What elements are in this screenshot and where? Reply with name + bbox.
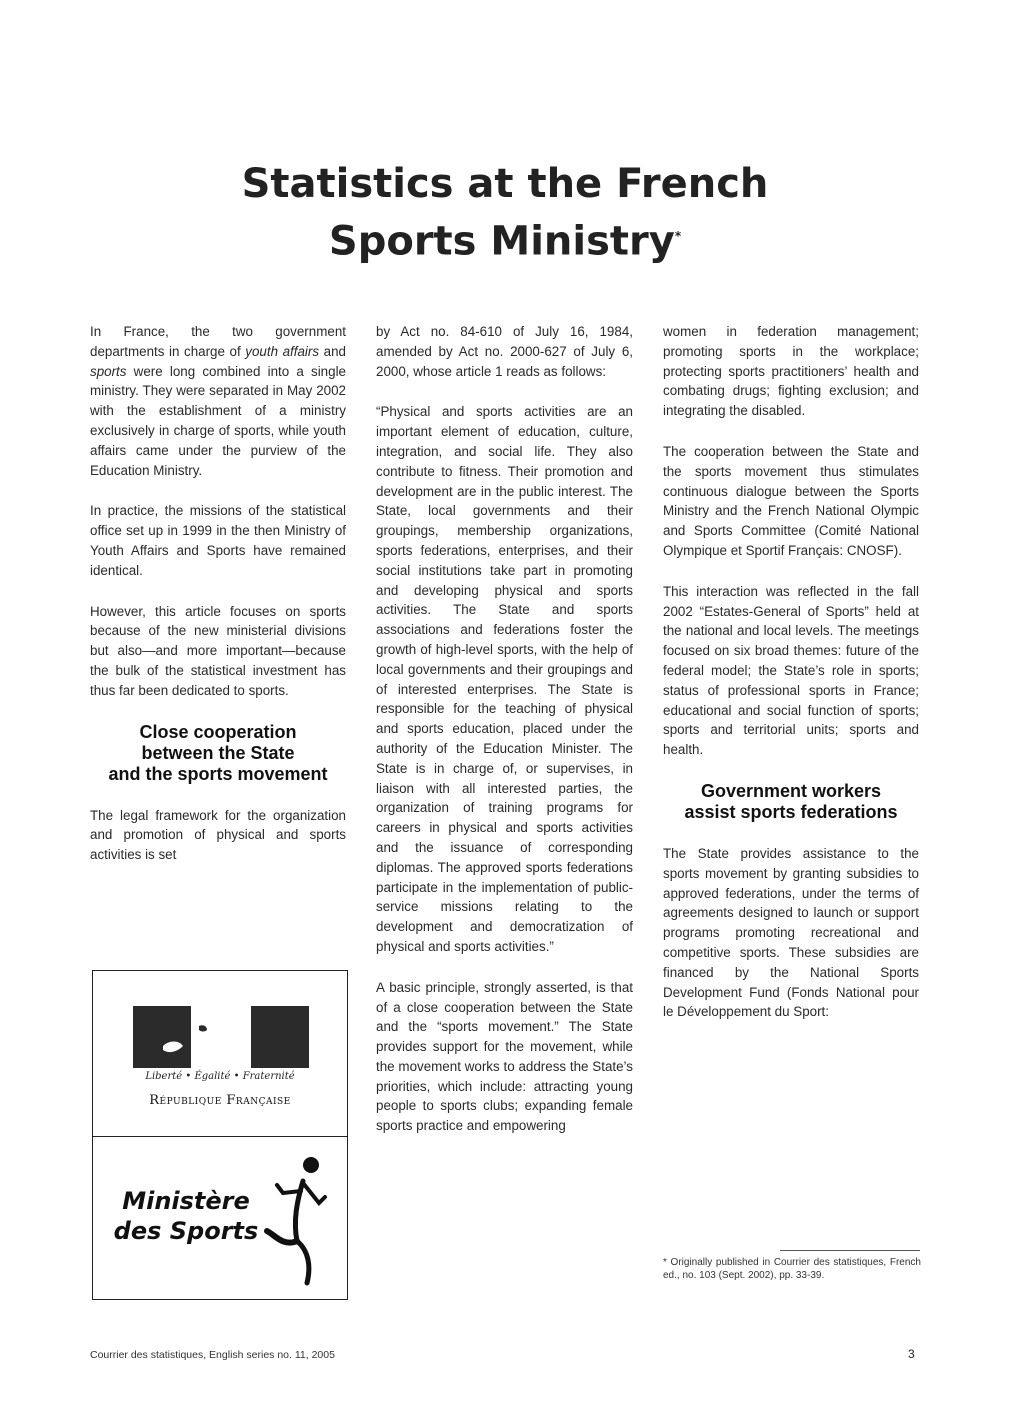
column-2 — [376, 322, 633, 1157]
footer-source: Courrier des statistiques, English series no. 11, 2005 — [90, 1349, 335, 1361]
page-number: 3 — [908, 1347, 915, 1361]
heading-line-2: assist sports federations — [684, 801, 898, 822]
runner-icon — [253, 1151, 333, 1291]
col1-paragraph-1 — [90, 322, 346, 480]
footnote: * Originally published in Courrier des statistiques, French ed., no. 103 (Sept. 2002), pp. 33-39. — [663, 1257, 921, 1281]
col3-paragraph-1: women in federation management; promoting sports in the workplace; protecting sports practitioners’ health and combating drugs; fighting exclusion; and integrating the disabled. — [663, 324, 919, 419]
republic-name: République Française — [149, 1093, 291, 1108]
col1-p1-text-c: were long combined into a single ministry. They were separated in May 2002 with the establishment of a ministry exclusively in charge of sports, while youth affairs came under the purview of the Education Ministry. — [90, 363, 346, 478]
col3-paragraph-2: The cooperation between the State and the sports movement thus stimulates continuous dialogue between the Sports Ministry and the French National Olympic and Sports Committee (Comité National Olympique et Sportif Français: CNOSF). — [663, 443, 919, 558]
col2-paragraph-1: by Act no. 84-610 of July 16, 1984, amended by Act no. 2000-627 of July 6, 2000, whose article 1 reads as follows: — [376, 324, 633, 379]
logo-divider — [93, 1136, 347, 1137]
title-line-1: Statistics at the French — [241, 161, 769, 207]
title-line-2: Sports Ministry — [328, 218, 675, 265]
col3-paragraph-3: This interaction was reflected in the fall 2002 “Estates-General of Sports” held at the national and local levels. The meetings focused on six broad themes: future of the federal model; the State’s role in sports; status of professional sports in France; educational and social function of sports; sports and territorial units; sports and health. — [663, 583, 919, 758]
title-footnote-marker: * — [674, 229, 682, 243]
article-title — [0, 158, 1010, 267]
marianne-logo-icon — [133, 1006, 309, 1068]
col1-paragraph-3: However, this article focuses on sports because of the new ministerial divisions but also—and more important—because the bulk of the statistical investment has thus far been dedicated to sports. — [90, 603, 346, 698]
footnote-rule — [780, 1250, 920, 1251]
ministry-logo-box — [92, 970, 348, 1300]
col1-p1-text-a: In France, the two government departments in charge of — [90, 324, 346, 359]
section-heading-cooperation — [90, 722, 346, 785]
col1-p1-emphasis-youth: youth affairs — [245, 343, 320, 359]
col3-paragraph-4: The State provides assistance to the sports movement by granting subsidies to approved federations, under the terms of agreements designed to launch or support programs promoting recreational and competitive sports. These subsidies are financed by the National Sports Development Fund (Fonds National pour le Développement du Sport: — [663, 845, 919, 1020]
ministry-name-line-1: Ministère — [122, 1187, 250, 1215]
heading-line-2: between the State — [141, 742, 295, 763]
ministry-name — [111, 1186, 261, 1246]
heading-line-1: Government workers — [700, 780, 882, 801]
col1-paragraph-2: In practice, the missions of the statistical office set up in 1999 in the then Ministry of Youth Affairs and Sports have remained identical. — [90, 503, 346, 578]
col2-quote: “Physical and sports activities are an important element of education, culture, integration, and social life. They also contribute to fitness. Their promotion and development are in the public interest. The State, local governments and their groupings, membership organizations, sports federations, enterprises, and their social institutions take part in promoting and developing physical and sports activities. The State and sports associations and federations foster the growth of high-level sports, with the help of local governments and their groupings and of interested enterprises. The State is responsible for the teaching of physical and sports education, placed under the authority of the Education Minister. The State is in charge of, or supervises, in liaison with all interested parties, the organization of training programs for careers in physical and sports activities and the issuance of corresponding diplomas. The approved sports federations participate in the implementation of public-service missions relating to the development and democratization of physical and sports activities.” — [376, 404, 633, 954]
ministry-name-line-2: des Sports — [113, 1217, 259, 1245]
col1-paragraph-4: The legal framework for the organization and promotion of physical and sports activities is set — [90, 807, 346, 863]
republic-motto: Liberté • Égalité • Fraternité — [145, 1071, 295, 1082]
col2-paragraph-3: A basic principle, strongly asserted, is that of a close cooperation between the State and the “sports movement.” The State provides support for the movement, while the movement works to address the State’s priorities, which include: attracting young people to sports clubs; expanding female sports practice and empowering — [376, 979, 633, 1134]
heading-line-1: Close cooperation — [139, 721, 297, 742]
column-1 — [90, 322, 346, 886]
col1-p1-text-b: and — [319, 343, 346, 359]
col1-p1-emphasis-sports: sports — [90, 363, 127, 379]
column-3 — [663, 322, 919, 1043]
heading-line-3: and the sports movement — [108, 763, 328, 784]
section-heading-government-workers — [663, 781, 919, 823]
